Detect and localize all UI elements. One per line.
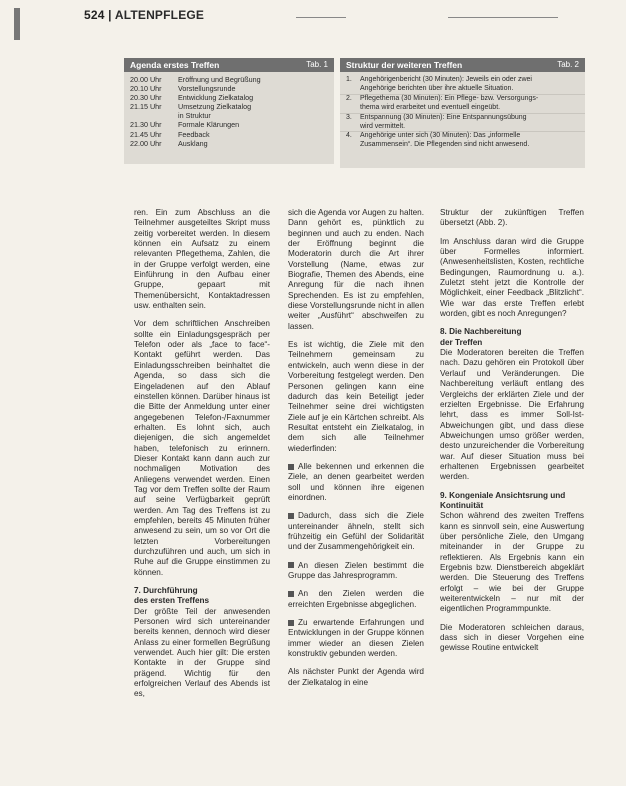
section-heading bbox=[440, 491, 584, 512]
agenda-time: 21.45 Uhr bbox=[130, 129, 162, 139]
table-row bbox=[124, 120, 334, 129]
row-line: thema wird erarbeitet und eventuell eingeübt. bbox=[360, 103, 501, 111]
bullet-text: Zu erwartende Erfahrungen und Entwicklungen in der Gruppe können immer wieder an diesen Zielen konstruktiv gebunden werden. bbox=[288, 618, 424, 659]
bullet-item bbox=[288, 462, 424, 503]
section-heading bbox=[440, 327, 584, 348]
heading-line: 7. Durchführung bbox=[134, 586, 198, 596]
paragraph: Vor dem schriftlichen Anschreiben sollte ein Einladungsgespräch per Telefon oder als „face to face“-Kontakt geführt werden. Das Einladungsschreiben beinhaltet die Agenda, so dass sich die Eingeladenen auf den Ablauf einstellen können. Darüber hinaus ist die Bitte der Anmeldung unter einer angegebenen Telefon-/Faxnummer erhalten. Es lohnt sich, auch diejenigen, die sich angemeldet haben, telefonisch zu erinnern. Dieser Kontakt kann dann auch zur nochmaligen Motivation des Anliegens verwendet werden. Einen Tag vor dem Treffen sollte der Raum auf seine Verfügbarkeit geprüft werden. Am Tag des Treffens ist zu empfehlen, bereits 45 Minuten früher anwesend zu sein, um so vor Ort die letzten Vorbereitungen durchzuführen und auch, um sich in Ruhe auf die Gruppe einstimmen zu können. bbox=[134, 319, 270, 577]
margin-bar bbox=[14, 8, 20, 40]
bullet-square-icon bbox=[288, 464, 294, 470]
agenda-time: 20.30 Uhr bbox=[130, 93, 162, 103]
structure-rows bbox=[340, 72, 585, 150]
text-column-3 bbox=[440, 208, 584, 662]
agenda-time: 22.00 Uhr bbox=[130, 138, 162, 148]
agenda-table-number: Tab. 1 bbox=[306, 60, 328, 69]
bullet-item bbox=[288, 618, 424, 659]
bullet-square-icon bbox=[288, 562, 294, 568]
table-row bbox=[124, 111, 334, 120]
agenda-time: 21.15 Uhr bbox=[130, 102, 162, 112]
row-line: Pflegethema (30 Minuten): Ein Pflege- bzw. Versorgungs- bbox=[360, 94, 539, 102]
agenda-time: 20.10 Uhr bbox=[130, 84, 162, 94]
section-title: ALTENPFLEGE bbox=[114, 8, 205, 22]
agenda-time: 20.00 Uhr bbox=[130, 75, 162, 84]
structure-table bbox=[340, 58, 585, 168]
row-text bbox=[360, 132, 579, 150]
table-row bbox=[340, 76, 585, 95]
paragraph: Als nächster Punkt der Agenda wird der Zielkatalog in eine bbox=[288, 667, 424, 687]
bullet-item bbox=[288, 589, 424, 610]
text-column-1 bbox=[134, 208, 270, 708]
heading-line: 9. Kongeniale Ansichtsrung und bbox=[440, 490, 566, 500]
paragraph: Der größte Teil der anwesenden Personen wird sich untereinander bereits kennen, dennoch wird dieser Anlass zu einer formellen Begrüßung verwendet. Auch hier gilt: Die ersten Kontakte in der Gruppe sind prägend. Wichtig für den erfolgreichen Verlauf des Abends ist es, bbox=[134, 606, 270, 699]
agenda-item: Feedback bbox=[178, 129, 210, 139]
page-number: 524 bbox=[84, 8, 105, 22]
agenda-item: Formale Klärungen bbox=[178, 120, 240, 130]
row-number: 1. bbox=[346, 76, 352, 83]
row-number: 2. bbox=[346, 94, 352, 102]
row-line: Zusammensein“. Die Pflegenden sind nicht anwesend. bbox=[360, 141, 530, 149]
paragraph: Die Moderatoren schleichen daraus, dass sich in dieser Vorgehen eine gewisse Routine entwickelt bbox=[440, 622, 584, 653]
bullet-text: Alle bekennen und erkennen die Ziele, an denen gearbeitet werden soll und können ihre eigenen einordnen. bbox=[288, 461, 424, 502]
row-number: 4. bbox=[346, 132, 352, 140]
row-text bbox=[360, 95, 579, 113]
row-line: Angehörige berichten über ihre aktuelle Situation. bbox=[360, 84, 514, 92]
agenda-item: Entwicklung Zielkatalog bbox=[178, 93, 254, 103]
structure-table-number: Tab. 2 bbox=[557, 60, 579, 69]
row-line: Angehörige unter sich (30 Minuten): Das „informelle bbox=[360, 132, 521, 140]
agenda-item: in Struktur bbox=[178, 111, 211, 121]
table-row bbox=[124, 93, 334, 102]
paragraph: Schon während des zweiten Treffens kann es sinnvoll sein, eine Auswertung über persönliche Ziele, den Umgang miteinander in der Gruppe zu reflektieren. Als Ergebnis kann ein Ergebnis bzw. Dienstbereich abgeklärt werden. Die Steuerung des Treffens erfolgt – wie bei der Gruppe weiterentwickeln – nur mit der eigentlichen Programmpunkte. bbox=[440, 511, 584, 614]
agenda-item: Eröffnung und Begrüßung bbox=[178, 75, 261, 84]
bullet-square-icon bbox=[288, 620, 294, 626]
bullet-text: An diesen Zielen bestimmt die Gruppe das Jahresprogramm. bbox=[288, 560, 424, 580]
paragraph: Es ist wichtig, die Ziele mit den Teilnehmern gemeinsam zu entwickeln, auch wenn diese in der Vorbereitung festgelegt werden. Den Personen gelingen kann eine dadurch das kein Beteiligt jeder Teilnehmer seine drei wichtigsten Ziele auf je ein Kärtchen schreibt. Als Resultat entsteht ein Zielkatalog, in dem sich alle Teilnehmer wiederfinden: bbox=[288, 340, 424, 453]
heading-line: der Treffen bbox=[440, 337, 483, 347]
paragraph: Struktur der zukünftigen Treffen übersetzt (Abb. 2). bbox=[440, 208, 584, 228]
section-heading bbox=[134, 586, 270, 607]
row-text bbox=[360, 114, 579, 132]
row-line: wird vermittelt. bbox=[360, 122, 406, 130]
table-row bbox=[124, 102, 334, 111]
bullet-item bbox=[288, 511, 424, 552]
row-line: Angehörigenbericht (30 Minuten): Jeweils ein oder zwei bbox=[360, 76, 532, 83]
agenda-item: Umsetzung Zielkatalog bbox=[178, 102, 252, 112]
agenda-time: 21.30 Uhr bbox=[130, 120, 162, 130]
paragraph: sich die Agenda vor Augen zu halten. Dann gehört es, pünktlich zu beginnen und auch zu enden. Nach der Eröffnung beginnt die Moderatorin durch die Art ihrer Vorstellung (Name, etwas zur Biografie, Themen des Abends, eine Anregung für die nach ihnen Sprechenden. Es ist zu empfehlen, diese Vorstellungsrunde nicht in allen weiter „Ausführt“ abschweifen zu lassen. bbox=[288, 208, 424, 331]
table-row bbox=[124, 130, 334, 139]
page-header bbox=[84, 8, 204, 22]
bullet-text: An den Zielen werden die erreichten Ergebnisse abgeglichen. bbox=[288, 589, 424, 609]
structure-table-title: Struktur der weiteren Treffen bbox=[346, 60, 463, 70]
text-column-2 bbox=[288, 208, 424, 696]
header-rule bbox=[448, 17, 558, 18]
paragraph: Die Moderatoren bereiten die Treffen nach. Dazu gehören ein Protokoll über Verlauf und Veränderungen. Die Nachbereitung verläuft entlang des Vergleichs der erklärten Ziele und der erzielten Ergebnisse. Die Erfahrung lehrt, dass es immer Soll-Ist-Abweichungen gibt, und dass diese Abweichungen umso größer werden, desto unzureichender die Vorbereitung war. Auf dieser Situation muss bei erhaltenen Ergebnissen gearbeitet werden. bbox=[440, 348, 584, 482]
paragraph: Im Anschluss daran wird die Gruppe über Formelles informiert. (Anwesenheitslisten, Kosten, rechtliche Bedingungen, Raumordnung u. a.). Zuletzt steht jetzt die Kontrolle der Möglichkeit, einer Feedback „Blitzlicht“. Wie war das erste Treffen erlebt worden, gibt es noch Anregungen? bbox=[440, 236, 584, 319]
table-row bbox=[340, 114, 585, 133]
header-rule bbox=[296, 17, 346, 18]
bullet-item bbox=[288, 561, 424, 582]
agenda-rows bbox=[124, 72, 334, 148]
agenda-table-header bbox=[124, 58, 334, 72]
heading-line: 8. Die Nachbereitung bbox=[440, 327, 522, 337]
agenda-table bbox=[124, 58, 334, 164]
table-row bbox=[124, 84, 334, 93]
agenda-item: Ausklang bbox=[178, 138, 208, 148]
table-row bbox=[124, 75, 334, 84]
row-number: 3. bbox=[346, 113, 352, 121]
row-line: Entspannung (30 Minuten): Eine Entspannungsübung bbox=[360, 113, 527, 121]
agenda-table-title: Agenda erstes Treffen bbox=[130, 60, 220, 70]
header-separator: | bbox=[108, 8, 112, 22]
table-row bbox=[124, 139, 334, 148]
bullet-text: Dadurch, dass sich die Ziele untereinander ähneln, stellt sich frühzeitig ein Gefühl der Solidarität und der Zusammengehörigkeit ein. bbox=[288, 511, 424, 552]
bullet-square-icon bbox=[288, 513, 294, 519]
bullet-square-icon bbox=[288, 591, 294, 597]
paragraph: ren. Ein zum Abschluss an die Teilnehmer ausgeteiltes Skript muss zeitig vorbereitet werden. In diesem können ein Aufsatz zu einem relevanten Pflegethema, Zahlen, die in der Gruppe verfolgt werden, eine Einführung in den Aufbau einer Gruppe, gepaart mit Themenübersicht, Kontaktadressen usw. enthalten sein. bbox=[134, 208, 270, 311]
heading-line: des ersten Treffens bbox=[134, 596, 210, 606]
row-text bbox=[360, 76, 579, 94]
table-row bbox=[340, 95, 585, 114]
agenda-item: Vorstellungsrunde bbox=[178, 84, 236, 94]
structure-table-header bbox=[340, 58, 585, 72]
table-row bbox=[340, 132, 585, 150]
agenda-time bbox=[130, 111, 178, 120]
heading-line: Kontinuität bbox=[440, 500, 484, 510]
